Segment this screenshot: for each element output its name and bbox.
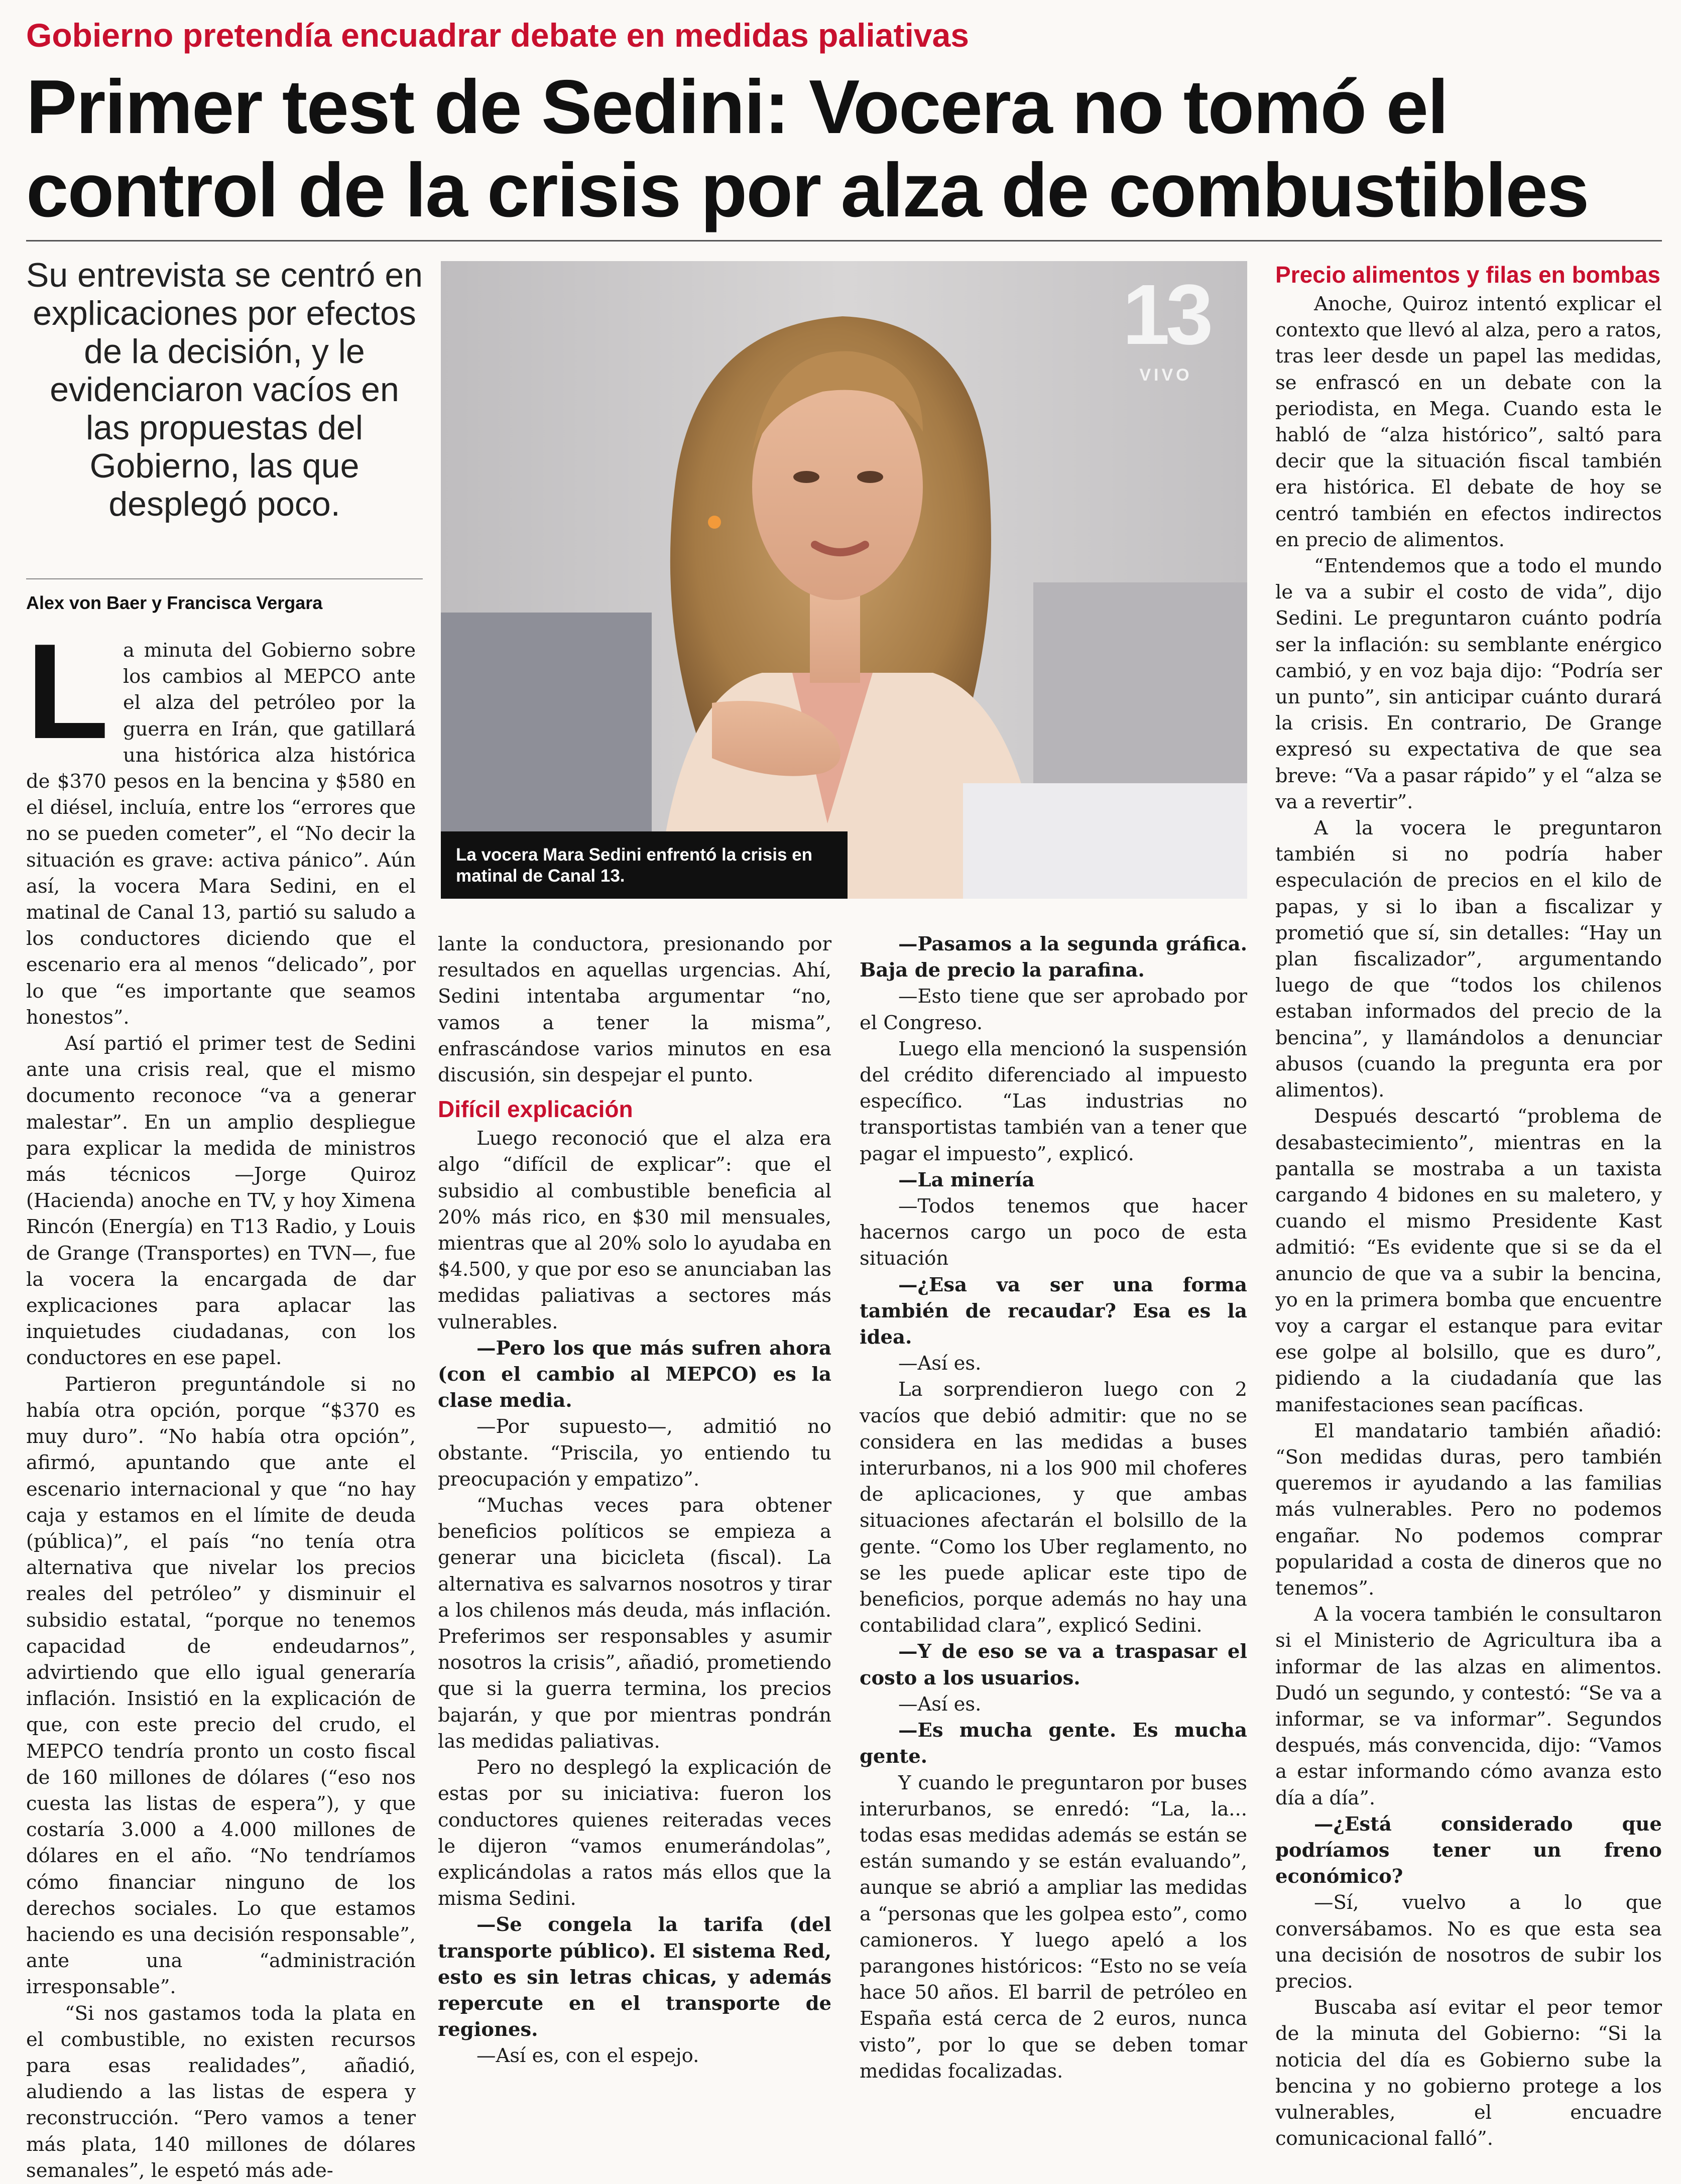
headline: Primer test de Sedini: Vocera no tomó el control de la crisis por alza de combustibles [26,64,1589,233]
interview-question: —¿Esa va ser una forma también de recaudar? Esa es la idea. [860,1273,1247,1349]
paragraph: A la vocera le preguntaron también si no podría haber especulación de precios en el kilo de papas, y si lo iban a fiscalizar y prometió que sí, sin detalles: “Hay un plan fiscalizador”, argumentando luego de que “todos los chilenos estaban informados del precio de la bencina”, y llamándolos a denunciar abusos (cuando la pregunta era por alimentos). [1275,817,1662,1102]
article-column-2 [438,931,831,2068]
byline: Alex von Baer y Francisca Vergara [26,592,323,613]
interview-question: —La minería [898,1168,1035,1191]
paragraph: —Así es. [898,1352,982,1375]
paragraph: Pero no desplegó la explicación de estas por su iniciativa: fueron los conductores quienes reiteradas veces le dijeron “vamos enumerándolas”, explicándolas a ratos más ellos que la misma Sedini. [438,1756,831,1910]
subheading: Precio alimentos y filas en bombas [1275,262,1660,288]
paragraph: —Todos tenemos que hacer hacernos cargo un poco de esta situación [860,1195,1247,1270]
paragraph: “Si nos gastamos toda la plata en el combustible, no existen recursos para esas realidades”, añadió, aludiendo a las listas de espera y reconstrucción. “Pero vamos a tener más plata, 140 millones de dólares semanales”, le espetó más ade- [26,2002,416,2182]
paragraph: Luego ella mencionó la suspensión del crédito diferenciado al impuesto específico. “Las industrias no transportistas también van a tener que pagar el impuesto”, explicó. [860,1037,1247,1165]
article-column-4 [1275,261,1662,2150]
article-column-1 [26,616,416,2182]
interview-question: —¿Está considerado que podríamos tener un freno económico? [1275,1812,1662,1888]
drop-cap: L [26,616,109,767]
paragraph: Buscaba así evitar el peor temor de la minuta del Gobierno: “Si la noticia del día es Gobierno sube la bencina y no gobierno protege a los vulnerables, el encuadre comunicacional falló”. [1275,1996,1662,2150]
live-label: VIVO [1139,366,1192,385]
paragraph: Anoche, Quiroz intentó explicar el contexto que llevó al alza, pero a ratos, tras leer desde un papel las medidas, se enfrascó en un debate con la periodista, en Mega. Cuando esta le habló de “alza histórico”, saltó para decir que la situación fiscal también era histórica. El debate de hoy se centró también en efectos indirectos en precio de alimentos. [1275,293,1662,551]
interview-question: —Es mucha gente. Es mucha gente. [860,1719,1247,1768]
top-divider [26,240,1662,241]
kicker: Gobierno pretendía encuadrar debate en medidas paliativas [26,17,969,54]
logo-number: 13 [1122,267,1210,362]
paragraph: “Entendemos que a todo el mundo le va a subir el costo de vida”, dijo Sedini. Le preguntaron cuánto podría ser la inflación: su semblante enérgico cambió, y en voz baja dijo: “Podría ser un punto”, sin anticipar cuánto durará la crisis. En contrario, De Grange expresó su expectativa de que sea breve: “Va a pasar rápido” y el “alza se va a revertir”. [1275,555,1662,813]
paragraph: “Muchas veces para obtener beneficios políticos se empieza a generar una bicicleta (fiscal). La alternativa es salvarnos nosotros y tirar a los chilenos más deuda, más inflación. Preferimos ser responsables y asumir nosotros la crisis”, añadió, prometiendo que si la guerra termina, los precios bajarán, y que por mientras pondrán las medidas paliativas. [438,1494,831,1753]
paragraph: Después descartó “problema de desabastecimiento”, mientras en la pantalla se mostraba a un taxista cargando 4 bidones en su maletero, y cuando el mismo Presidente Kast admitió: “Es evidente que si se da el anuncio de que va a subir la bencina, yo en la primera bomba que encuentre voy a cargar el estanque para evitar ese golpe al bolsillo, que es duro”, pidiendo a la ciudadanía que las manifestaciones sean pacíficas. [1275,1105,1662,1416]
paragraph: a minuta del Gobierno sobre los cambios al MEPCO ante el alza del petróleo por la guerra en Irán, que gatillará una histórica alza histórica de $370 pesos en la bencina y $580 en el diésel, incluía, entre los “errores que no se pueden cometer”, el “No decir la situación es grave: activa pánico”. Aún así, la vocera Mara Sedini, en el matinal de Canal 13, partió su saludo a los conductores diciendo que el escenario era al menos “delicado”, por lo que “es importante que seamos honestos”. [26,639,416,1029]
byline-divider [26,578,423,579]
interview-question: —Y de eso se va a traspasar el costo a los usuarios. [860,1640,1247,1689]
interview-question: —Pero los que más sufren ahora (con el cambio al MEPCO) es la clase media. [438,1337,831,1412]
paragraph: Y cuando le preguntaron por buses interurbanos, se enredó: “La, la... todas esas medidas además se están se están sumando y se están evaluando”, aunque se abrió a ampliar las medidas a “personas que les golpea esto”, como camioneros. Y luego apeló a los parangones históricos: “Esto no se veía hace 50 años. El barril de petróleo en España está cerca de 2 euros, nunca visto”, por lo que se deben tomar medidas focalizadas. [860,1771,1247,2083]
article-photo [441,261,1247,899]
paragraph: Luego reconoció que el alza era algo “difícil de explicar”: que el subsidio al combustible beneficia al 20% más rico, en $30 mil mensuales, mientras que al 20% solo lo ayudaba en $4.500, y que por eso se anunciaban las medidas paliativas a sectores más vulnerables. [438,1127,831,1333]
paragraph: —Así es, con el espejo. [476,2044,699,2068]
paragraph: La sorprendieron luego con 2 vacíos que debió admitir: que no se considera en las medidas a buses interurbanos, ni a los 900 mil choferes de aplicaciones, y que ambas situaciones afectarán el bolsillo de la gente. “Como los Uber reglamento, no se les puede aplicar este tipo de beneficios, porque además no hay una contabilidad clara”, explicó Sedini. [860,1378,1247,1637]
interview-question: —Pasamos a la segunda gráfica. Baja de precio la parafina. [860,933,1247,982]
paragraph: —Por supuesto—, admitió no obstante. “Priscila, yo entiendo tu preocupación y empatizo”. [438,1415,831,1491]
photo-caption: La vocera Mara Sedini enfrentó la crisis en matinal de Canal 13. [441,831,848,899]
paragraph: —Esto tiene que ser aprobado por el Congreso. [860,985,1247,1034]
channel-13-logo [1116,267,1216,388]
paragraph: A la vocera también le consultaron si el Ministerio de Agricultura iba a informar de las alzas en alimentos. Dudó un segundo, y contestó: “Se va a informar, se va informar”. Segundos después, más convencida, dijo: “Vamos a estar informando cómo avanza esto día a día”. [1275,1603,1662,1809]
paragraph: Partieron preguntándole si no había otra opción, porque “$370 es muy duro”. “No había otra opción”, afirmó, apuntando que ante el escenario internacional y que “no hay caja y estamos en el límite de deuda (pública)”, el país “no tenía otra alternativa que nivelar los precios reales del petróleo” y disminuir el subsidio estatal, “porque no tenemos capacidad de endeudarnos”, advirtiendo que ello igual generaría inflación. Insistió en la explicación de que, con este precio del crudo, el MEPCO tendría pronto un costo fiscal de 160 millones de dólares (“eso nos cuesta las listas de espera”), y que costaría 3.000 a 4.000 millones de dólares en el año. “No tendríamos cómo financiar ninguno de los derechos sociales. Lo que estamos haciendo es una decisión responsable”, ante una “administración irresponsable”. [26,1373,416,1999]
article-column-3 [860,931,1247,2083]
paragraph: lante la conductora, presionando por resultados en aquellas urgencias. Ahí, Sedini intentaba argumentar “no, vamos a tener la misma”, enfrascándose varios minutos en esa discusión, sin despejar el punto. [438,933,831,1087]
paragraph: El mandatario también añadió: “Son medidas duras, pero también queremos ir ayudando a las familias más vulnerables. Pero no podemos engañar. No podemos comprar popularidad a costa de dineros que no tenemos”. [1275,1419,1662,1600]
lede: Su entrevista se centró en explicaciones por efectos de la decisión, y le evidenciaron vacíos en las propuestas del Gobierno, las que desplegó poco. [26,256,423,523]
paragraph: —Sí, vuelvo a lo que conversábamos. No es que esta sea una decisión de nosotros de subir los precios. [1275,1891,1662,1993]
paragraph: Así partió el primer test de Sedini ante una crisis real, que el mismo documento reconoce “va a generar malestar”. En un amplio despliegue para explicar la medida de ministros más técnicos —Jorge Quiroz (Hacienda) anoche en TV, y hoy Ximena Rincón (Energía) en T13 Radio, y Louis de Grange (Transportes) en TVN—, fue la vocera la encargada de dar explicaciones para aplacar las inquietudes ciudadanas, con los conductores en ese papel. [26,1032,416,1370]
paragraph: —Así es. [898,1692,982,1716]
subheading: Difícil explicación [438,1096,633,1123]
interview-question: —Se congela la tarifa (del transporte público). El sistema Red, esto es sin letras chicas, y además repercute en el transporte de regiones. [438,1913,831,2041]
